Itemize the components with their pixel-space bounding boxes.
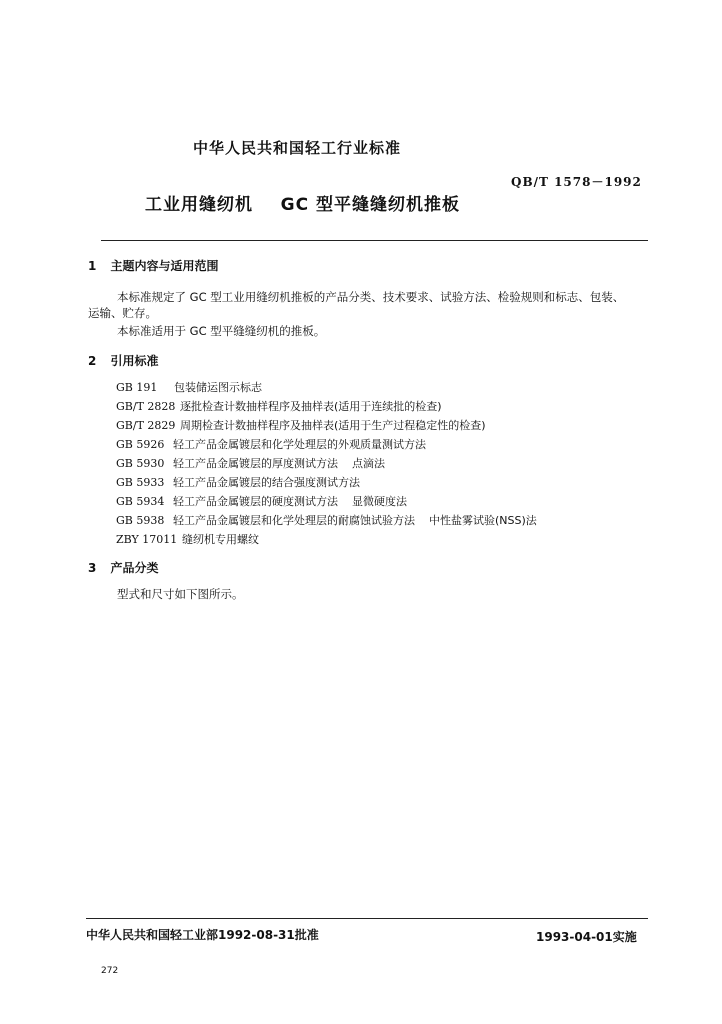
reference-code: GB 5938 [116, 514, 165, 527]
reference-title: 缝纫机专用螺纹 [182, 533, 259, 546]
section-number: 1 [88, 259, 97, 273]
reference-code: ZBY 17011 [116, 533, 178, 546]
reference-item [116, 531, 259, 547]
title-divider [101, 240, 648, 241]
reference-title: 逐批检查计数抽样程序及抽样表(适用于连续批的检查) [180, 400, 442, 413]
reference-code: GB 5930 [116, 457, 165, 470]
document-title: 工业用缝纫机 GC 型平缝缝纫机推板 [145, 195, 461, 215]
reference-title: 轻工产品金属镀层的硬度测试方法 显微硬度法 [173, 495, 407, 508]
section-title: 主题内容与适用范围 [110, 259, 219, 273]
reference-title: 轻工产品金属镀层的结合强度测试方法 [173, 476, 360, 489]
reference-code: GB 5933 [116, 476, 165, 489]
reference-title: 轻工产品金属镀层和化学处理层的外观质量测试方法 [173, 438, 426, 451]
reference-item [116, 512, 537, 528]
reference-item [116, 455, 385, 471]
paragraph: 本标准适用于 GC 型平缝缝纫机的推板。 [117, 324, 326, 338]
issuing-authority-header: 中华人民共和国轻工行业标准 [193, 139, 402, 157]
standard-number: QB/T 1578－1992 [511, 175, 642, 189]
paragraph-continuation: 运输、贮存。 [88, 306, 157, 320]
page-number: 272 [101, 966, 119, 976]
reference-item [116, 436, 426, 452]
reference-item [116, 474, 360, 490]
section-number: 3 [88, 561, 97, 575]
reference-item [116, 493, 407, 509]
implementation-date: 1993-04-01实施 [536, 930, 637, 944]
reference-title: 包装储运图示标志 [174, 381, 262, 394]
paragraph: 本标准规定了 GC 型工业用缝纫机推板的产品分类、技术要求、试验方法、检验规则和标志、包装、 [117, 290, 625, 304]
section-3-heading [88, 559, 159, 576]
footer-divider [86, 918, 648, 919]
section-title: 产品分类 [110, 561, 159, 575]
approval-line: 中华人民共和国轻工业部1992-08-31批准 [86, 928, 319, 942]
reference-code: GB 191 [116, 381, 158, 394]
section-title: 引用标准 [110, 354, 159, 368]
reference-title: 轻工产品金属镀层的厚度测试方法 点滴法 [173, 457, 385, 470]
reference-item [116, 398, 442, 414]
reference-title: 周期检查计数抽样程序及抽样表(适用于生产过程稳定性的检查) [180, 419, 486, 432]
section-1-heading [88, 257, 219, 274]
reference-item [116, 417, 486, 433]
reference-code: GB 5926 [116, 438, 165, 451]
reference-item [116, 379, 262, 395]
reference-code: GB 5934 [116, 495, 165, 508]
reference-title: 轻工产品金属镀层和化学处理层的耐腐蚀试验方法 中性盐雾试验(NSS)法 [173, 514, 537, 527]
reference-code: GB/T 2829 [116, 419, 176, 432]
paragraph: 型式和尺寸如下图所示。 [117, 587, 244, 601]
reference-code: GB/T 2828 [116, 400, 176, 413]
section-2-heading [88, 352, 159, 369]
section-number: 2 [88, 354, 97, 368]
